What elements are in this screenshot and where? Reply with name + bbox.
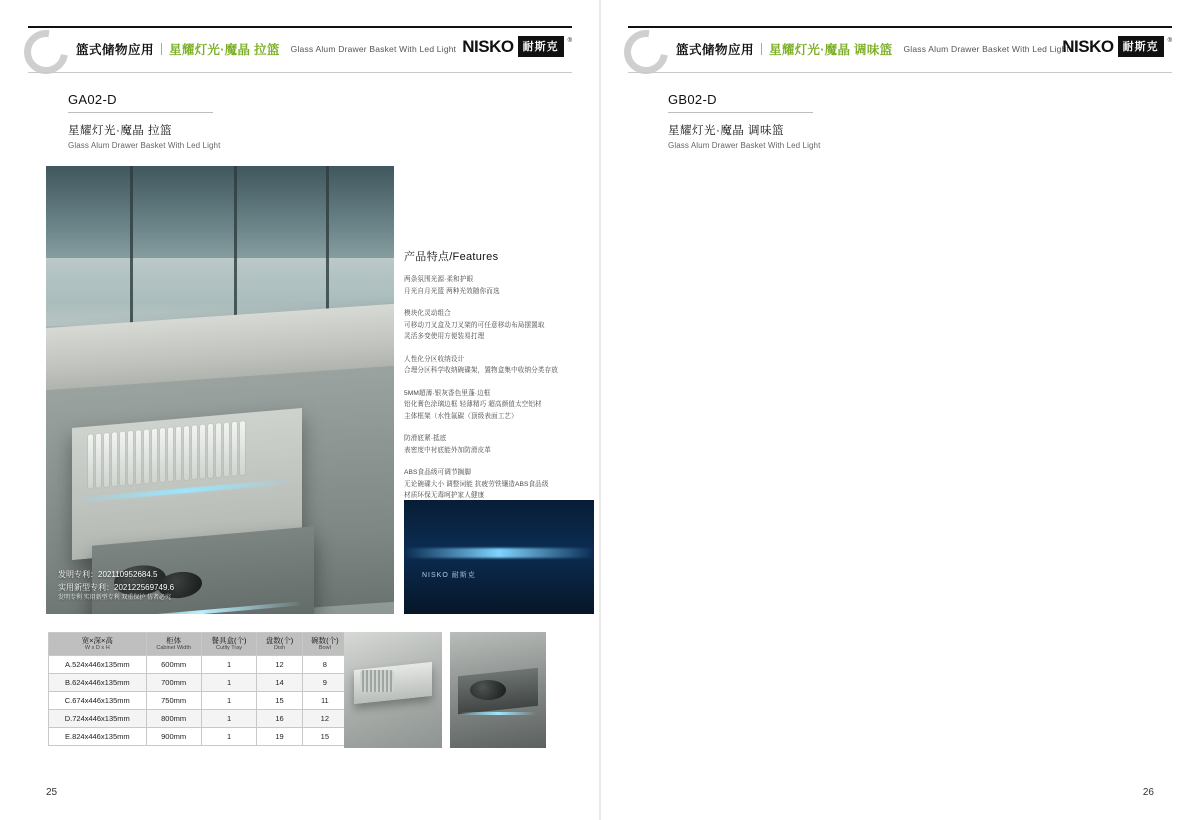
model-code: GB02-D: [668, 92, 717, 107]
cell-dish: 12: [257, 656, 302, 674]
left-main-photo: [46, 166, 394, 614]
brand-logo-trademark: ®: [1167, 38, 1172, 44]
th-bowl: [302, 633, 347, 656]
brand-logo-trademark: ®: [567, 38, 572, 44]
model-name-cn: 星耀灯光·魔晶 拉篮: [68, 125, 173, 137]
features-title: 产品特点/Features: [404, 251, 499, 263]
right-page: [600, 0, 1200, 820]
cell-size: B.624x446x135mm: [49, 674, 147, 692]
cell-size: C.674x446x135mm: [49, 692, 147, 710]
cell-cabinet: 600mm: [146, 656, 201, 674]
cell-bowl: 9: [302, 674, 347, 692]
window-view: [46, 166, 394, 326]
table-header-row: [49, 633, 348, 656]
cell-tray: 1: [201, 728, 257, 746]
th-cabinet: [146, 633, 201, 656]
th-size: [49, 633, 147, 656]
feature-line: 人性化分区收纳设计: [404, 355, 465, 363]
cell-cabinet: 700mm: [146, 674, 201, 692]
left-page-header: [28, 26, 572, 66]
feature-group: [404, 354, 594, 377]
model-name-cn: 星耀灯光·魔晶 调味篮: [668, 125, 785, 137]
detail-thumbnail-rail: [344, 632, 442, 748]
brand-logo: [1062, 36, 1172, 57]
feature-line: 模块化灵动组合: [404, 310, 451, 318]
th-tray: [201, 633, 257, 656]
feature-line: 表密度中衬底能外加防滑皮革: [404, 446, 492, 454]
header-bottom-rule: [628, 72, 1172, 73]
table-row: [49, 692, 348, 710]
model-underline: [68, 112, 213, 113]
window-mullion: [130, 166, 133, 326]
feature-line: 合理分区科学收纳碗碟架，置物盒集中收纳分类存放: [404, 367, 558, 375]
cell-size: D.724x446x135mm: [49, 710, 147, 728]
window-mullion: [326, 166, 329, 326]
feature-line: ABS食品级可调节搁脚: [404, 469, 472, 477]
header-top-rule: [28, 26, 572, 28]
cell-bowl: 15: [302, 728, 347, 746]
cell-cabinet: 900mm: [146, 728, 201, 746]
patent-notice: 发明专利 实用新型专利 双重保护 仿者必究: [58, 595, 172, 602]
th-label: 宽×深×高: [81, 636, 113, 645]
cell-tray: 1: [201, 656, 257, 674]
feature-line: 灵活多变使用方便装易打理: [404, 333, 485, 341]
feature-group: [404, 467, 594, 502]
cell-cabinet: 750mm: [146, 692, 201, 710]
header-bottom-rule: [28, 72, 572, 73]
left-spec-table: [48, 632, 348, 746]
th-sub: Bowl: [318, 645, 331, 652]
patent-invention: 发明专利：202110952684.5: [58, 569, 158, 579]
feature-line: 铝化膏色涂璃边框 轻薄精巧 超高颜值太空铝材: [404, 401, 542, 409]
cell-size: A.524x446x135mm: [49, 656, 147, 674]
cell-bowl: 12: [302, 710, 347, 728]
led-glow: [404, 548, 594, 558]
th-dish: [257, 633, 302, 656]
decorative-c-icon: [15, 21, 76, 82]
left-page-number: 25: [46, 787, 58, 798]
header-product-en: Glass Alum Drawer Basket With Led Light: [903, 44, 1070, 54]
header-title-group: [76, 40, 456, 58]
header-divider: [161, 43, 162, 55]
cell-tray: 1: [201, 710, 257, 728]
th-label: 碗数(个): [311, 636, 339, 645]
model-code: GA02-D: [68, 92, 117, 107]
window-mullion: [234, 166, 237, 326]
model-underline: [668, 112, 813, 113]
th-sub: W x D x H: [84, 645, 110, 652]
thumb-roller: [360, 670, 394, 692]
page-gutter: [599, 0, 601, 820]
right-page-number: 26: [1142, 787, 1154, 798]
feature-group: [404, 433, 594, 456]
header-title-group: [676, 40, 1069, 58]
feature-line: 无论碗碟大小 调整词能 抗疲劳铁镶造ABS食品级: [404, 480, 549, 488]
cell-tray: 1: [201, 674, 257, 692]
th-sub: Cutlly Tray: [216, 645, 243, 652]
table-row: [49, 710, 348, 728]
feature-line: 两条氛围光源·柔和护眼: [404, 276, 474, 283]
brand-logo: [462, 36, 572, 57]
cell-dish: 14: [257, 674, 302, 692]
led-closeup-photo: [404, 500, 594, 614]
right-page-header: [628, 26, 1172, 66]
header-product-cn: 星耀灯光·魔晶 拉篮: [169, 43, 280, 57]
table-row: [49, 674, 348, 692]
cell-dish: 15: [257, 692, 302, 710]
table-row: [49, 728, 348, 746]
model-name-en: Glass Alum Drawer Basket With Led Light: [668, 141, 821, 150]
brand-logo-text: NISKO: [1062, 36, 1114, 56]
th-label: 盘数(个): [265, 636, 294, 645]
header-divider: [761, 43, 762, 55]
kitchen-scene: [46, 166, 394, 614]
feature-line: 5MM超薄·银灰香色里蓬·边框: [404, 389, 491, 397]
th-sub: Cabinet Width: [156, 645, 191, 652]
feature-group: [404, 274, 594, 297]
cell-tray: 1: [201, 692, 257, 710]
thumb-pan: [470, 680, 506, 700]
feature-line: 可移动刀叉盒及刀叉架的可任意移动布局摆置取: [404, 321, 545, 329]
feature-group: [404, 388, 594, 423]
th-label: 餐具盒(个): [211, 636, 247, 645]
left-photo-patent-text: [58, 569, 174, 604]
table-row: [49, 656, 348, 674]
cell-dish: 16: [257, 710, 302, 728]
brand-logo-cn: 耐斯克: [518, 36, 564, 57]
feature-line: 材质环保无毒呵护家人健康: [404, 492, 485, 500]
feature-line: 月光自月光篮 两种光效随你而选: [404, 287, 500, 295]
model-name-en: Glass Alum Drawer Basket With Led Light: [68, 141, 221, 150]
left-model-block: [68, 92, 268, 150]
cell-size: E.824x446x135mm: [49, 728, 147, 746]
brand-logo-text: NISKO: [462, 36, 514, 56]
decorative-c-icon: [615, 21, 676, 82]
feature-group: [404, 308, 594, 343]
cell-bowl: 11: [302, 692, 347, 710]
header-product-cn: 星耀灯光·魔晶 调味篮: [769, 43, 893, 57]
led-photo-brand: NISKO 耐斯克: [422, 572, 476, 579]
th-sub: Dish: [274, 645, 286, 652]
header-product-en: Glass Alum Drawer Basket With Led Light: [290, 44, 457, 54]
header-category-cn: 篮式储物应用: [76, 43, 155, 57]
header-category-cn: 篮式储物应用: [676, 43, 755, 57]
th-label: 柜体: [166, 636, 182, 645]
thumb-led-strip: [460, 712, 536, 715]
cell-dish: 19: [257, 728, 302, 746]
feature-line: 主体框架（水性氟碳（顶级表面工艺）: [404, 412, 518, 420]
cell-cabinet: 800mm: [146, 710, 201, 728]
right-model-block: [668, 92, 868, 150]
feature-line: 防滑底紧·抵底: [404, 435, 447, 443]
detail-thumbnail-pan: [450, 632, 546, 748]
cell-bowl: 8: [302, 656, 347, 674]
dish-rack: [88, 419, 268, 489]
patent-utility: 实用新型专利：202122569749.6: [58, 582, 175, 592]
header-top-rule: [628, 26, 1172, 28]
brand-logo-cn: 耐斯克: [1118, 36, 1164, 57]
